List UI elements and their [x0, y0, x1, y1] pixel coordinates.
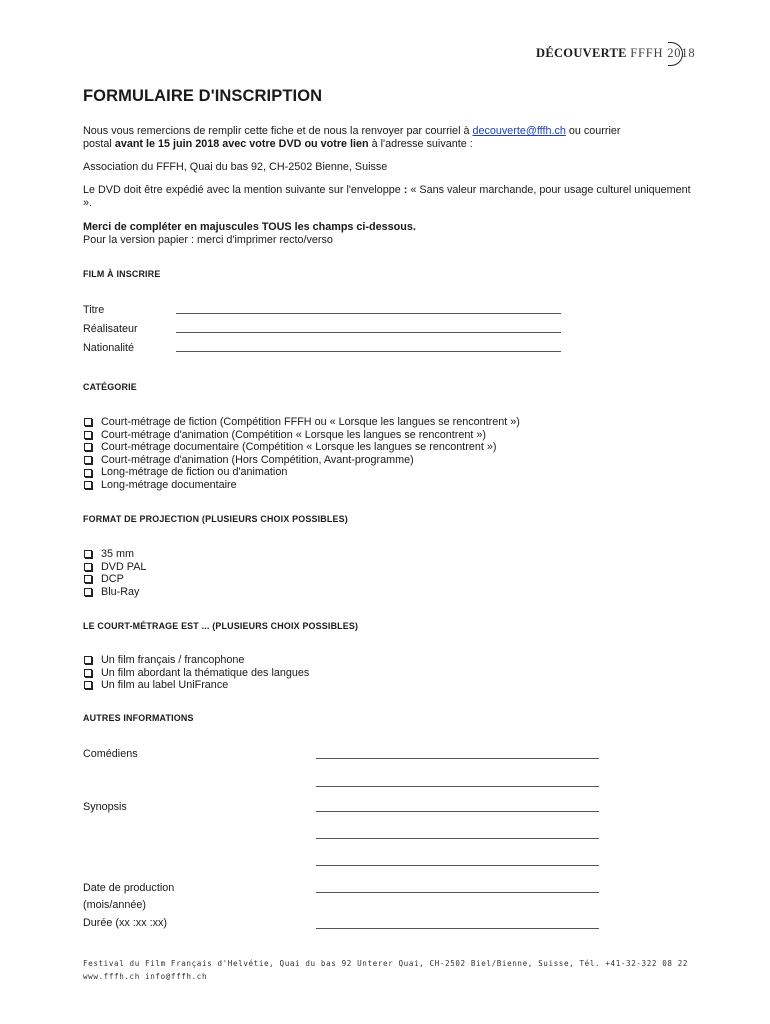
checkbox-icon[interactable]: [84, 588, 92, 596]
checkbox-icon[interactable]: [84, 481, 92, 489]
input-line-comediens-1[interactable]: [316, 758, 599, 759]
intro-text: postal: [83, 138, 115, 150]
page-title: FORMULAIRE D'INSCRIPTION: [83, 87, 323, 105]
label-comediens: Comédiens: [83, 748, 138, 760]
category-option[interactable]: [83, 479, 520, 492]
label-synopsis: Synopsis: [83, 801, 127, 813]
checkbox-icon[interactable]: [84, 575, 92, 583]
section-heading-categorie: CATÉGORIE: [83, 382, 137, 392]
label-nationalite: Nationalité: [83, 342, 135, 354]
instructions-bold: Merci de compléter en majuscules TOUS les champs ci-dessous.: [83, 221, 416, 233]
input-line-titre[interactable]: [176, 313, 561, 314]
input-line-nationalite[interactable]: [176, 351, 561, 352]
court-checkbox-list: [83, 654, 309, 692]
format-option[interactable]: [83, 561, 146, 574]
section-heading-film: FILM À INSCRIRE: [83, 269, 161, 279]
format-option[interactable]: [83, 548, 146, 561]
checkbox-icon[interactable]: [84, 550, 92, 558]
dvd-note-colon: :: [403, 184, 408, 196]
checkbox-icon[interactable]: [84, 431, 92, 439]
deadline-text: avant le 15 juin 2018 avec votre DVD ou votre lien: [114, 138, 369, 150]
format-option-label: DCP: [101, 573, 124, 586]
input-line-synopsis-3[interactable]: [316, 865, 599, 866]
format-option[interactable]: [83, 573, 146, 586]
court-option-label: Un film français / francophone: [101, 654, 245, 666]
email-link[interactable]: decouverte@fffh.ch: [472, 125, 566, 137]
dvd-note-text: Le DVD doit être expédié avec la mention suivante sur l'enveloppe: [83, 184, 404, 196]
category-option-label: Court-métrage d'animation (Hors Compétition, Avant-programme): [101, 453, 414, 466]
checkbox-icon[interactable]: [84, 656, 92, 664]
checkbox-icon[interactable]: [84, 456, 92, 464]
address-text: Association du FFFH, Quai du bas 92, CH-2502 Bienne, Suisse: [83, 161, 388, 173]
input-line-comediens-2[interactable]: [316, 786, 599, 787]
court-option-label: Un film abordant la thématique des langues: [101, 666, 310, 679]
intro-text: ou courrier: [565, 125, 621, 137]
logo-text-bold: DÉCOUVERTE: [536, 46, 627, 60]
category-option[interactable]: [83, 441, 520, 454]
footer-contact: www.fffh.ch info@fffh.ch: [83, 972, 208, 981]
format-option-label: DVD PAL: [101, 560, 147, 573]
input-line-date[interactable]: [316, 892, 599, 893]
footer-address: Festival du Film Français d'Helvétie, Quai du bas 92 Unterer Quai, CH-2502 Biel/Bienne, Suisse, Tél. +41-32-322 08 22: [83, 959, 689, 968]
category-checkbox-list: [83, 416, 520, 492]
section-heading-format: FORMAT DE PROJECTION (PLUSIEURS CHOIX POSSIBLES): [83, 514, 348, 524]
checkbox-icon[interactable]: [84, 443, 92, 451]
format-option[interactable]: [83, 586, 146, 599]
checkbox-icon[interactable]: [84, 563, 92, 571]
checkbox-icon[interactable]: [84, 418, 92, 426]
format-option-label: Blu-Ray: [101, 585, 140, 598]
category-option[interactable]: [83, 454, 520, 467]
label-realisateur: Réalisateur: [83, 323, 138, 335]
court-option[interactable]: [83, 679, 309, 692]
checkbox-icon[interactable]: [84, 669, 92, 677]
category-option[interactable]: [83, 416, 520, 429]
category-option-label: Court-métrage documentaire (Compétition « Lorsque les langues se rencontrent »): [101, 441, 497, 454]
format-checkbox-list: [83, 548, 146, 598]
checkbox-icon[interactable]: [84, 681, 92, 689]
section-heading-autres: AUTRES INFORMATIONS: [83, 713, 194, 723]
dvd-note: [83, 184, 693, 210]
category-option-label: Long-métrage de fiction ou d'animation: [101, 466, 288, 479]
category-option-label: Court-métrage de fiction (Compétition FFFH ou « Lorsque les langues se rencontrent »): [101, 416, 520, 428]
label-titre: Titre: [83, 304, 105, 316]
label-date-format: (mois/année): [83, 899, 147, 911]
logo-text-light: FFFH 2018: [630, 46, 696, 60]
category-option[interactable]: [83, 466, 520, 479]
court-option[interactable]: [83, 654, 309, 667]
input-line-synopsis-2[interactable]: [316, 838, 599, 839]
format-option-label: 35 mm: [101, 548, 134, 560]
label-duree: Durée (xx :xx :xx): [83, 917, 167, 929]
instructions-normal: Pour la version papier : merci d'imprimer recto/verso: [83, 234, 333, 246]
court-option[interactable]: [83, 667, 309, 680]
instructions: [83, 221, 693, 247]
intro-text: Nous vous remercions de remplir cette fiche et de nous la renvoyer par courriel à: [83, 125, 473, 137]
input-line-realisateur[interactable]: [176, 332, 561, 333]
category-option-label: Long-métrage documentaire: [101, 478, 237, 491]
label-date-production: Date de production: [83, 882, 175, 894]
intro-paragraph: [83, 125, 693, 151]
category-option-label: Court-métrage d'animation (Compétition « Lorsque les langues se rencontrent »): [101, 428, 486, 441]
footer: [83, 957, 688, 983]
category-option[interactable]: [83, 429, 520, 442]
dvd-note-text: « Sans valeur marchande, pour usage culturel uniquement ».: [83, 184, 691, 209]
checkbox-icon[interactable]: [84, 469, 92, 477]
input-line-synopsis-1[interactable]: [316, 811, 599, 812]
section-heading-court-metrage: LE COURT-MÉTRAGE EST ... (PLUSIEURS CHOIX POSSIBLES): [83, 621, 359, 631]
intro-text: à l'adresse suivante :: [368, 138, 473, 150]
court-option-label: Un film au label UniFrance: [101, 679, 229, 692]
input-line-duree[interactable]: [316, 928, 599, 929]
